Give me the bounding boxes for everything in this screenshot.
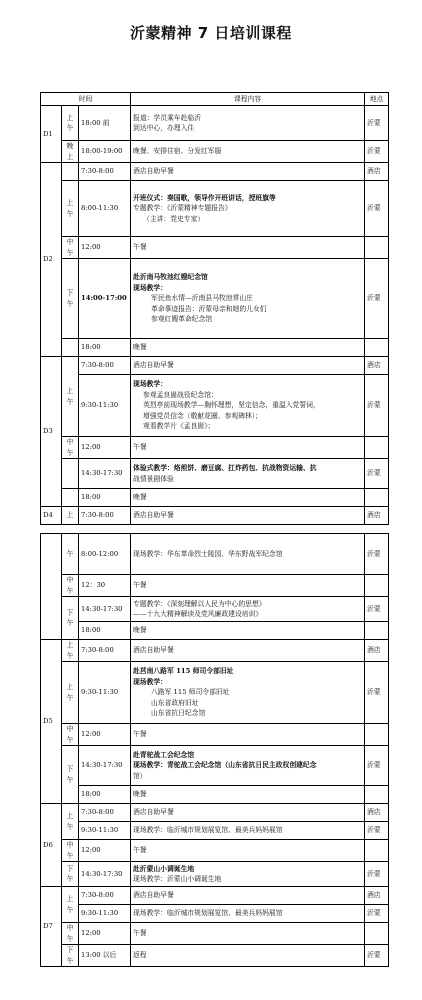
period-cell: 晚上 (62, 141, 79, 163)
content-line: 山东省抗日纪念馆 (151, 709, 206, 718)
table-row (41, 840, 389, 862)
table-row (41, 724, 389, 746)
content-line: 现场教学： (133, 677, 167, 686)
schedule-table-page-1 (40, 92, 389, 525)
table-row (41, 181, 389, 237)
period-cell: 下午 (62, 945, 79, 967)
content-cell (131, 106, 365, 141)
content-cell: 现场教学：华东革命烈士陵园、华东野战军纪念馆 (131, 534, 365, 575)
table-row (41, 945, 389, 967)
content-cell (131, 662, 365, 724)
place-cell: 沂蒙 (365, 822, 389, 840)
place-cell (365, 575, 389, 597)
place-cell (365, 786, 389, 804)
period-cell: 下午 (62, 746, 79, 804)
time-cell: 7:30-8:00 (79, 357, 131, 375)
time-cell: 14:30-17:30 (79, 459, 131, 489)
period-cell: 中午 (62, 437, 79, 459)
content-line: 英烈亭前现场教学—胸怀理想，坚定信念，重温入党誓词， (143, 401, 320, 410)
content-line-prefix: 现场教学：青驼战工会纪念馆（山东省抗日民主政权创建纪念 (133, 761, 317, 770)
place-cell: 沂蒙 (365, 459, 389, 489)
place-cell (365, 437, 389, 459)
content-line: 体验式教学：烙煎饼、磨豆腐、扛炸药包、抗战物资运输、抗 (133, 464, 317, 472)
table-row (41, 141, 389, 163)
content-cell: 晚餐 (131, 489, 365, 507)
table-row (41, 489, 389, 507)
content-line: 专题教学：《深刻理解以人民为中心的思想》 (133, 599, 266, 608)
content-cell: 晚餐 (131, 622, 365, 640)
time-cell: 8:00-11:30 (79, 181, 131, 237)
header-content: 课程内容 (131, 93, 365, 106)
content-cell: 酒店自助早餐 (131, 887, 365, 905)
period-cell: 上午 (62, 181, 79, 237)
table-row (41, 905, 389, 923)
time-cell: 12:00 (79, 437, 131, 459)
content-cell (131, 459, 365, 489)
place-cell: 沂蒙 (365, 375, 389, 437)
time-cell: 18:00 (79, 786, 131, 804)
content-line: 馆） (133, 771, 147, 780)
table-row (41, 622, 389, 640)
table-row (41, 887, 389, 905)
content-cell: 酒店自助早餐 (131, 640, 365, 662)
period-cell: 中午 (62, 237, 79, 259)
content-cell: 酒店自助早餐 (131, 163, 365, 181)
period-cell: 上午 (62, 662, 79, 724)
content-cell (131, 862, 365, 887)
content-line: 专题教学：《沂蒙精神专题报告》 (133, 204, 232, 213)
content-cell (131, 375, 365, 437)
content-line: 山东省政府旧址 (151, 698, 199, 707)
time-cell: 9:30-11:30 (79, 905, 131, 923)
table-row (41, 862, 389, 887)
content-line: ——十九大精神解读及党风廉政建设培训》 (133, 610, 263, 618)
content-cell (131, 746, 365, 786)
content-cell: 午餐 (131, 923, 365, 945)
content-line: 赴莒南八路军 115 师司令部旧址 (133, 667, 234, 676)
time-cell: 18:00 前 (79, 106, 131, 141)
table-row (41, 259, 389, 339)
content-cell: 现场教学：临沂城市规划展览馆、最美兵妈妈展馆 (131, 905, 365, 923)
place-cell (365, 840, 389, 862)
table-row (41, 786, 389, 804)
time-cell: 12:00 (79, 724, 131, 746)
table-row (41, 804, 389, 822)
place-cell: 酒店 (365, 804, 389, 822)
table-row (41, 163, 389, 181)
time-cell: 12：30 (79, 575, 131, 597)
time-cell: 14:30-17:30 (79, 862, 131, 887)
place-cell: 酒店 (365, 357, 389, 375)
table-row (41, 534, 389, 575)
day-cell: D3 (41, 357, 62, 507)
content-line: 赴沂南马牧池红嫂纪念馆 (133, 273, 208, 282)
content-cell: 晚餐 (131, 786, 365, 804)
table-row (41, 597, 389, 622)
period-cell: 中午 (62, 724, 79, 746)
content-cell: 午餐 (131, 237, 365, 259)
day-cell (41, 534, 62, 640)
header-place: 地点 (365, 93, 389, 106)
content-line: 赴沂蒙山小调诞生地 (133, 864, 195, 873)
content-line: 参观红嫂革命纪念馆 (151, 315, 213, 324)
period-cell: 下午 (62, 862, 79, 887)
content-cell (131, 259, 365, 339)
time-cell: 14:00-17:00 (79, 259, 131, 339)
day-cell: D4 (41, 507, 62, 525)
place-cell: 沂蒙 (365, 106, 389, 141)
day-cell: D1 (41, 106, 62, 163)
content-cell: 酒店自助早餐 (131, 357, 365, 375)
period-cell (62, 489, 79, 507)
period-cell: 中午 (62, 840, 79, 862)
place-cell: 沂蒙 (365, 259, 389, 339)
table-row (41, 923, 389, 945)
table-row (41, 459, 389, 489)
period-cell: 下午 (62, 259, 79, 339)
table-row (41, 662, 389, 724)
period-cell: 下午 (62, 597, 79, 640)
content-cell: 酒店自助早餐 (131, 507, 365, 525)
day-cell: D5 (41, 640, 62, 804)
table-row (41, 437, 389, 459)
place-cell: 酒店 (365, 163, 389, 181)
place-cell: 沂蒙 (365, 905, 389, 923)
day-cell: D2 (41, 163, 62, 357)
time-cell: 12:00 (79, 237, 131, 259)
table-row (41, 507, 389, 525)
place-cell (365, 724, 389, 746)
time-cell: 18:00 (79, 489, 131, 507)
content-line (133, 760, 362, 771)
content-line: 赴青驼战工会纪念馆 (133, 750, 195, 759)
content-line: 到达中心，办理入住 (133, 124, 195, 132)
day-cell: D6 (41, 804, 62, 887)
period-cell: 上午 (62, 887, 79, 923)
period-cell: 上午 (62, 357, 79, 437)
place-cell: 沂蒙 (365, 945, 389, 967)
content-cell: 返程 (131, 945, 365, 967)
time-cell: 9:30-11:30 (79, 662, 131, 724)
time-cell: 18:00-19:00 (79, 141, 131, 163)
page-title: 沂蒙精神 7 日培训课程 (130, 24, 292, 42)
place-cell (365, 339, 389, 357)
place-cell: 沂蒙 (365, 862, 389, 887)
table-row (41, 822, 389, 840)
place-cell: 沂蒙 (365, 141, 389, 163)
place-cell (365, 237, 389, 259)
time-cell: 12:00 (79, 840, 131, 862)
table-header-row (41, 93, 389, 106)
content-line: 八路军 115 师司令部旧址 (151, 688, 230, 697)
time-cell: 9:30-11:30 (79, 375, 131, 437)
content-line: 战情景剧体验 (133, 474, 174, 483)
time-cell: 7:30-8:00 (79, 804, 131, 822)
time-cell: 9:30-11:30 (79, 822, 131, 840)
place-cell (365, 923, 389, 945)
time-cell: 13:00 以后 (79, 945, 131, 967)
content-line: 开班仪式：奏国歌，领导作开班讲话，授班旗等 (133, 193, 276, 202)
place-cell: 沂蒙 (365, 662, 389, 724)
period-cell: 上午 (62, 106, 79, 141)
place-cell: 沂蒙 (365, 181, 389, 237)
content-line: 现场教学： (133, 283, 168, 292)
place-cell: 酒店 (365, 887, 389, 905)
content-cell: 晚餐 (131, 339, 365, 357)
content-line: 革命事迹报告：沂蒙母亲和她的儿女们 (151, 304, 267, 313)
period-cell: 上午 (62, 804, 79, 840)
place-cell (365, 489, 389, 507)
table-row (41, 237, 389, 259)
content-line: 军民鱼水情—沂南县马牧池常山庄 (151, 294, 253, 303)
time-cell: 7:30-8:00 (79, 640, 131, 662)
table-row (41, 339, 389, 357)
content-cell: 酒店自助早餐 (131, 804, 365, 822)
place-cell: 沂蒙 (365, 597, 389, 622)
time-cell: 8:00-12:00 (79, 534, 131, 575)
time-cell: 14:30-17:30 (79, 746, 131, 786)
table-row (41, 357, 389, 375)
period-cell (62, 163, 79, 181)
place-cell: 酒店 (365, 640, 389, 662)
period-cell: 中午 (62, 575, 79, 597)
content-cell (131, 181, 365, 237)
day-cell: D7 (41, 887, 62, 967)
content-line: 观看教学片《孟良崮》； (143, 422, 215, 431)
period-cell (62, 459, 79, 489)
content-cell: 午餐 (131, 575, 365, 597)
table-row (41, 375, 389, 437)
place-cell: 沂蒙 (365, 534, 389, 575)
schedule-table-page-2 (40, 533, 389, 967)
period-cell (62, 339, 79, 357)
content-line: 参观孟良崮战役纪念馆： (143, 390, 218, 399)
content-cell: 现场教学：临沂城市规划展览馆、最美兵妈妈展馆 (131, 822, 365, 840)
content-cell (131, 597, 365, 622)
content-cell: 午餐 (131, 840, 365, 862)
place-cell: 酒店 (365, 507, 389, 525)
header-time: 时间 (41, 93, 131, 106)
content-line: （主讲：党史专家） (143, 214, 205, 223)
place-cell (365, 622, 389, 640)
table-row (41, 640, 389, 662)
content-cell: 午餐 (131, 724, 365, 746)
time-cell: 12:00 (79, 923, 131, 945)
place-cell: 沂蒙 (365, 746, 389, 786)
content-line: 现场教学：沂蒙山小调诞生地 (133, 875, 222, 883)
content-line: 报道：学员乘车赴临沂 (133, 113, 201, 122)
time-cell: 7:30-8:00 (79, 163, 131, 181)
content-line: 现场教学： (133, 380, 168, 389)
period-cell: 午 (62, 534, 79, 575)
period-cell: 上 (62, 507, 79, 525)
period-cell: 中午 (62, 923, 79, 945)
period-cell: 上午 (62, 640, 79, 662)
content-line: 增强党员信念（敬献花圈、参观碑林）； (143, 411, 262, 420)
time-cell: 14:30-17:30 (79, 597, 131, 622)
content-cell: 晚餐、安排住宿、分发红军服 (131, 141, 365, 163)
content-cell: 午餐 (131, 437, 365, 459)
time-cell: 18:00 (79, 622, 131, 640)
time-cell: 7:30-8:00 (79, 507, 131, 525)
table-row (41, 106, 389, 141)
table-row (41, 746, 389, 786)
time-cell: 7:30-8:00 (79, 887, 131, 905)
time-cell: 18:00 (79, 339, 131, 357)
table-row (41, 575, 389, 597)
